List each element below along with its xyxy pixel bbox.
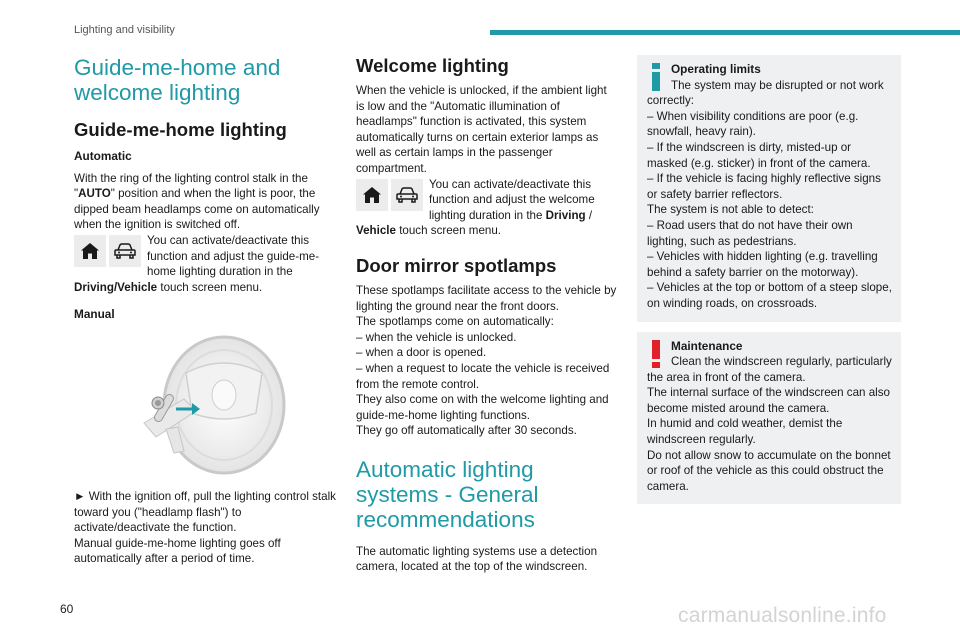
- warning-box-maintenance: [637, 332, 901, 505]
- info-box-line: – If the windscreen is dirty, misted-up or masked (e.g. sticker) in front of the camera.: [647, 140, 871, 170]
- mirror-line: They also come on with the welcome lighting and guide-me-home lighting functions.: [356, 393, 609, 422]
- warning-box-line: In humid and cold weather, demist the windscreen regularly.: [647, 417, 843, 447]
- mirror-line: – when the vehicle is unlocked.: [356, 330, 517, 344]
- page-number: 60: [60, 602, 74, 616]
- section-title-automatic-lighting: Automatic lighting systems - General recommendations: [356, 456, 539, 532]
- car-icon: [391, 179, 423, 211]
- info-box-operating-limits: [637, 55, 901, 322]
- warning-icon: [647, 339, 667, 369]
- steering-stalk-illustration: [74, 333, 336, 483]
- info-box-line: – When visibility conditions are poor (e.g. snowfall, heavy rain).: [647, 109, 859, 139]
- mirror-line: They go off automatically after 30 seconds.: [356, 424, 577, 438]
- info-icon: [647, 62, 667, 92]
- heading-door-mirror-spotlamps: Door mirror spotlamps: [356, 254, 557, 276]
- label-automatic: Automatic: [74, 149, 132, 163]
- paragraph-automatic: With the ring of the lighting control stalk in the "AUTO" position and when the light is poor, the dipped beam headlamps come on automatically when the ignition is switched off.: [74, 171, 320, 232]
- heading-welcome-lighting: Welcome lighting: [356, 55, 509, 76]
- info-box-line: – Vehicles with hidden lighting (e.g. travelling behind a safety barrier on the motorway).: [647, 250, 878, 279]
- home-icon: [74, 235, 106, 267]
- icon-paragraph-welcome: You can activate/deactivate this function and adjust the welcome lighting duration in the Driving / Vehicle touch screen menu.: [356, 177, 595, 238]
- info-box-title: Operating limits: [671, 62, 761, 76]
- mirror-line: The spotlamps come on automatically:: [356, 315, 554, 329]
- warning-box-first-line: Clean the windscreen regularly, particularly the area in front of the camera.: [647, 355, 892, 384]
- paragraph-manual-instruction: ► With the ignition off, pull the lighting control stalk toward you ("headlamp flash") to activate/deactivate the function.: [74, 489, 336, 535]
- header-section-title: Lighting and visibility: [74, 24, 175, 36]
- paragraph-manual-off: Manual guide-me-home lighting goes off automatically after a period of time.: [74, 536, 281, 566]
- header-accent-bar: [490, 30, 960, 35]
- paragraph-automatic-camera: The automatic lighting systems use a detection camera, located at the top of the windscreen.: [356, 544, 598, 574]
- mirror-text-block: [356, 283, 618, 439]
- info-box-line: – If the vehicle is facing highly reflective signs or safety barrier reflectors.: [647, 172, 881, 201]
- label-manual: Manual: [74, 307, 115, 322]
- mirror-line: These spotlamps facilitate access to the vehicle by lighting the ground near the front doors.: [356, 283, 617, 313]
- section-title-guide-me-home: Guide-me-home and welcome lighting: [74, 55, 281, 105]
- paragraph-welcome: When the vehicle is unlocked, if the ambient light is low and the "Automatic illumination of headlamps" function is activated, this system automatically turns on certain exterior lamps as well as certain lamps in the passenger compartment.: [356, 84, 607, 175]
- column-notes: [637, 55, 901, 504]
- info-box-line: The system is not able to detect:: [647, 203, 814, 217]
- info-box-line: – Road users that do not have their own lighting, such as pedestrians.: [647, 218, 853, 248]
- icon-paragraph-guide: You can activate/deactivate this function and adjust the guide-me-home lighting duration in the Driving/Vehicle touch screen menu.: [74, 233, 320, 294]
- mirror-line: – when a request to locate the vehicle is received from the remote control.: [356, 361, 610, 391]
- column-welcome: [356, 55, 618, 575]
- info-box-line: – Vehicles at the top or bottom of a steep slope, on winding roads, on crossroads.: [647, 281, 892, 310]
- car-icon: [109, 235, 141, 267]
- column-guide-me-home: [74, 55, 336, 567]
- warning-box-line: Do not allow snow to accumulate on the bonnet or roof of the vehicle as this could obstruct the camera.: [647, 448, 891, 493]
- home-icon: [356, 179, 388, 211]
- watermark: carmanualsonline.info: [678, 604, 887, 627]
- warning-box-title: Maintenance: [671, 338, 743, 353]
- mirror-line: – when a door is opened.: [356, 346, 487, 360]
- warning-box-line: The internal surface of the windscreen can also become misted around the camera.: [647, 386, 890, 415]
- info-box-first-line: The system may be disrupted or not work correctly:: [647, 78, 884, 108]
- heading-guide-me-home-lighting: Guide-me-home lighting: [74, 119, 287, 140]
